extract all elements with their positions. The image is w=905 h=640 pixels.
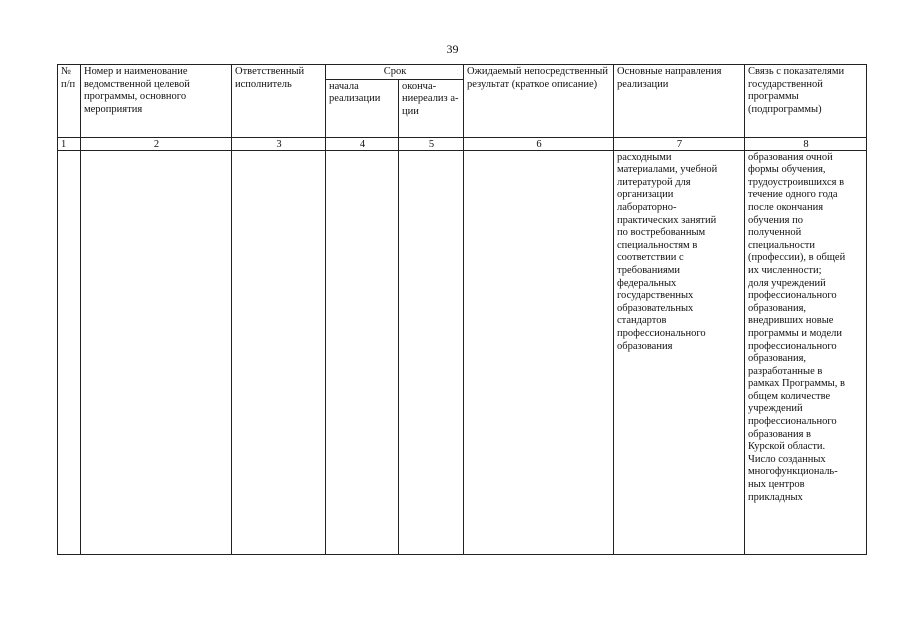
header-number: № п/п <box>58 65 81 138</box>
column-number-7: 7 <box>614 137 745 150</box>
header-responsible: Ответственный исполнитель <box>232 65 326 138</box>
column-number-5: 5 <box>399 137 464 150</box>
page-number: 39 <box>446 42 459 56</box>
body-cell-term-start <box>326 150 399 554</box>
column-number-1: 1 <box>58 137 81 150</box>
column-numbers-row <box>58 137 867 150</box>
column-number-4: 4 <box>326 137 399 150</box>
body-cell-number <box>58 150 81 554</box>
header-term-end: оконча-ниереализ а-ции <box>399 79 464 137</box>
program-table <box>57 64 867 555</box>
body-cell-expected-result <box>464 150 614 554</box>
header-indicators-link: Связь с показателями государственной программы (подпрограммы) <box>745 65 867 138</box>
column-number-2: 2 <box>81 137 232 150</box>
body-cell-term-end <box>399 150 464 554</box>
table-row <box>58 150 867 554</box>
body-cell-main-directions: расходными материалами, учебной литературой для организации лабораторно- практических занятий по востребованным специальностям в соответствии с требованиями федеральных государственных образовательных стандартов профессионального образования <box>614 150 745 554</box>
body-cell-responsible <box>232 150 326 554</box>
column-number-8: 8 <box>745 137 867 150</box>
header-main-directions: Основные направления реализации <box>614 65 745 138</box>
column-number-6: 6 <box>464 137 614 150</box>
body-cell-indicators-link: образования очной формы обучения, трудоустроившихся в течение одного года после окончания обучения по полученной специальности (профессии), в общей их численности; доля учреждений профессионального образования, внедривших новые программы и модели профессионального образования, разработанные в рамках Программы, в общем количестве учреждений профессионального образования в Курской области. Число созданных многофункциональ- ных центров прикладных <box>745 150 867 554</box>
header-term: Срок <box>326 65 464 80</box>
header-expected-result: Ожидаемый непосредственный результат (краткое описание) <box>464 65 614 138</box>
header-term-start: начала реализации <box>326 79 399 137</box>
column-number-3: 3 <box>232 137 326 150</box>
body-cell-program-name <box>81 150 232 554</box>
header-program-name: Номер и наименование ведомственной целевой программы, основного мероприятия <box>81 65 232 138</box>
header-row-1 <box>58 65 867 80</box>
